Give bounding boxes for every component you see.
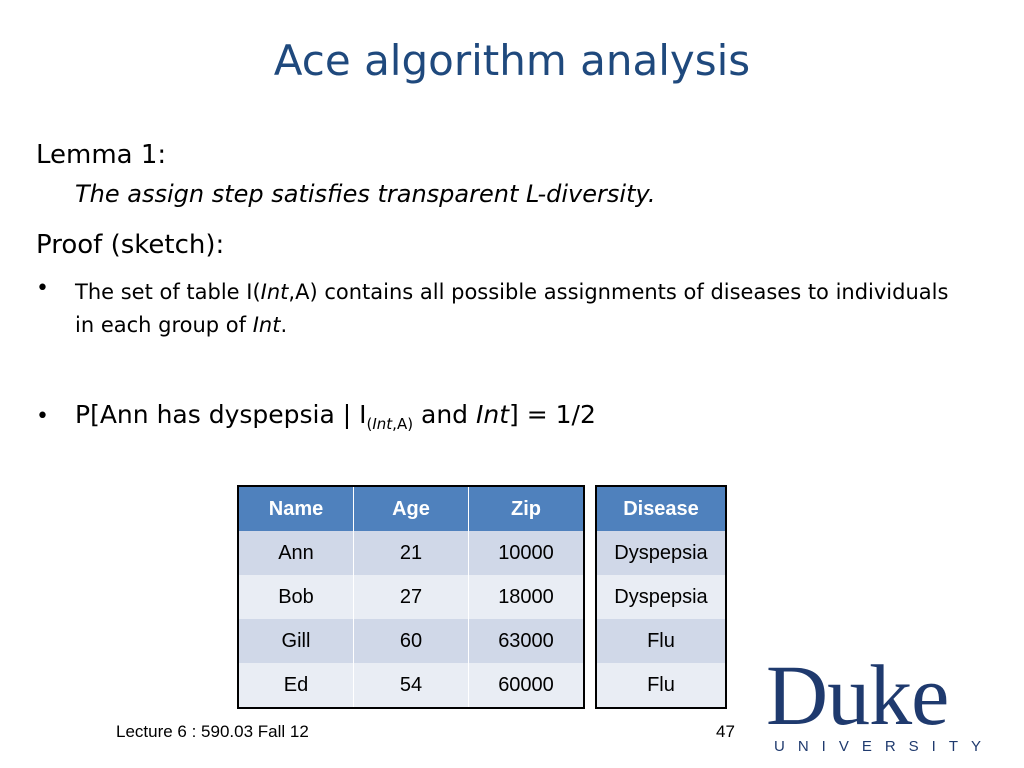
table-row [239, 619, 583, 663]
logo-word: Duke [766, 647, 949, 743]
individuals-table [239, 487, 583, 707]
cell-name: Gill [239, 619, 354, 663]
cell-age: 54 [354, 663, 469, 707]
bullet-icon: • [36, 276, 49, 301]
disease-table [597, 487, 725, 707]
bullet-2-int: Int [476, 400, 510, 429]
table-row [239, 531, 583, 575]
bullet-1-int-b: Int [252, 313, 281, 337]
cell-disease: Flu [597, 619, 725, 663]
table-row [597, 619, 725, 663]
cell-disease: Flu [597, 663, 725, 707]
footer-lecture: Lecture 6 : 590.03 Fall 12 [116, 722, 309, 741]
page-number: 47 [716, 722, 735, 741]
lemma-statement: The assign step satisfies transparent L-diversity. [75, 180, 656, 208]
duke-logo [766, 647, 996, 756]
table-row [239, 663, 583, 707]
proof-label: Proof (sketch): [36, 230, 225, 260]
cell-zip: 18000 [469, 575, 584, 619]
bullet-2-subscript: (Int,A) [366, 415, 414, 433]
bullet-1 [75, 276, 955, 342]
header-age: Age [354, 487, 469, 531]
logo-subtitle: UNIVERSITY [774, 738, 995, 755]
bullet-1-int-a: Int [260, 280, 289, 304]
cell-zip: 10000 [469, 531, 584, 575]
cell-age: 60 [354, 619, 469, 663]
table-row [239, 575, 583, 619]
table-header-row [239, 487, 583, 531]
bullet-1-text-b: ,A) contains all possible assignments of diseases to individuals in each group of [75, 280, 949, 337]
cell-age: 27 [354, 575, 469, 619]
header-name: Name [239, 487, 354, 531]
cell-disease: Dyspepsia [597, 575, 725, 619]
bullet-2-text-b: and [413, 400, 476, 429]
header-zip: Zip [469, 487, 584, 531]
cell-name: Bob [239, 575, 354, 619]
cell-disease: Dyspepsia [597, 531, 725, 575]
cell-name: Ann [239, 531, 354, 575]
table-header-row [597, 487, 725, 531]
bullet-2-text-c: ] = 1/2 [509, 400, 596, 429]
cell-zip: 63000 [469, 619, 584, 663]
bullet-2 [75, 400, 596, 433]
bullet-icon: • [36, 404, 49, 429]
table-row [597, 663, 725, 707]
slide-title: Ace algorithm analysis [273, 36, 751, 85]
bullet-1-text-c: . [280, 313, 288, 337]
table-row [597, 531, 725, 575]
bullet-2-text-a: P[Ann has dyspepsia | I [75, 400, 367, 429]
cell-zip: 60000 [469, 663, 584, 707]
table-row [597, 575, 725, 619]
cell-age: 21 [354, 531, 469, 575]
header-disease: Disease [597, 487, 725, 531]
lemma-label: Lemma 1: [36, 140, 167, 170]
cell-name: Ed [239, 663, 354, 707]
bullet-1-text-a: The set of table I( [75, 280, 261, 304]
